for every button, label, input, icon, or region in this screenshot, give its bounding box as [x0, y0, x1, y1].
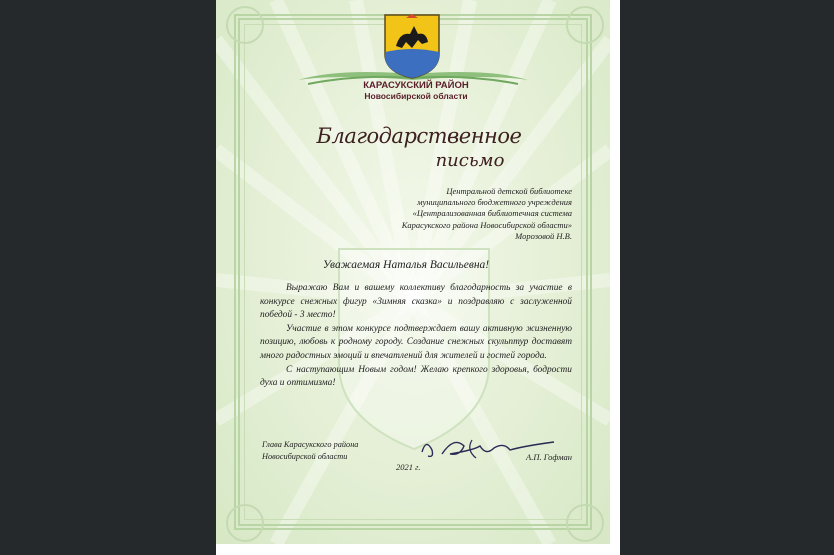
recipient-block	[362, 186, 572, 242]
signer-name: А.П. Гофман	[526, 452, 572, 462]
document-year: 2021 г.	[396, 462, 421, 472]
letter-body	[260, 282, 572, 391]
paragraph: С наступающим Новым годом! Желаю крепкого здоровья, бодрости духа и оптимизма!	[260, 364, 572, 389]
signer-position	[262, 439, 392, 463]
document-title	[304, 124, 534, 184]
district-line-1: КАРАСУКСКИЙ РАЙОН	[363, 80, 469, 91]
paragraph: Выражаю Вам и вашему коллективу благодарность за участие в конкурсе снежных фигур «Зимняя сказка» и поздравляю с заслуженной победой - 3 место!	[260, 283, 572, 321]
district-line-2: Новосибирской области	[364, 91, 468, 101]
karasuk-coat-of-arms-icon	[382, 12, 442, 80]
corner-ornament-icon	[226, 504, 264, 542]
document-page	[216, 0, 620, 555]
certificate	[216, 0, 610, 544]
recipient-line: муниципального бюджетного учреждения	[417, 197, 572, 208]
title-line-1: Благодарственное	[316, 124, 522, 148]
signer-position-line: Новосибирской области	[262, 452, 348, 461]
greeting: Уважаемая Наталья Васильевна!	[322, 259, 490, 271]
recipient-line: Морозовой Н.В.	[515, 230, 572, 241]
district-name	[316, 80, 516, 102]
corner-ornament-icon	[566, 6, 604, 44]
recipient-line: Центральной детской библиотеке	[446, 186, 572, 196]
paragraph: Участие в этом конкурсе подтверждает вашу активную жизненную позицию, любовь к родному городу. Создание снежных скульптур доставят много радостных эмоций и впечатлений для жителей и гостей города.	[260, 323, 572, 361]
corner-ornament-icon	[566, 504, 604, 542]
recipient-line: Карасукского района Новосибирской области»	[401, 219, 572, 230]
recipient-line: «Централизованная библиотечная система	[412, 208, 572, 219]
corner-ornament-icon	[226, 6, 264, 44]
title-line-2: письмо	[435, 150, 505, 171]
signer-position-line: Глава Карасукского района	[262, 440, 359, 449]
